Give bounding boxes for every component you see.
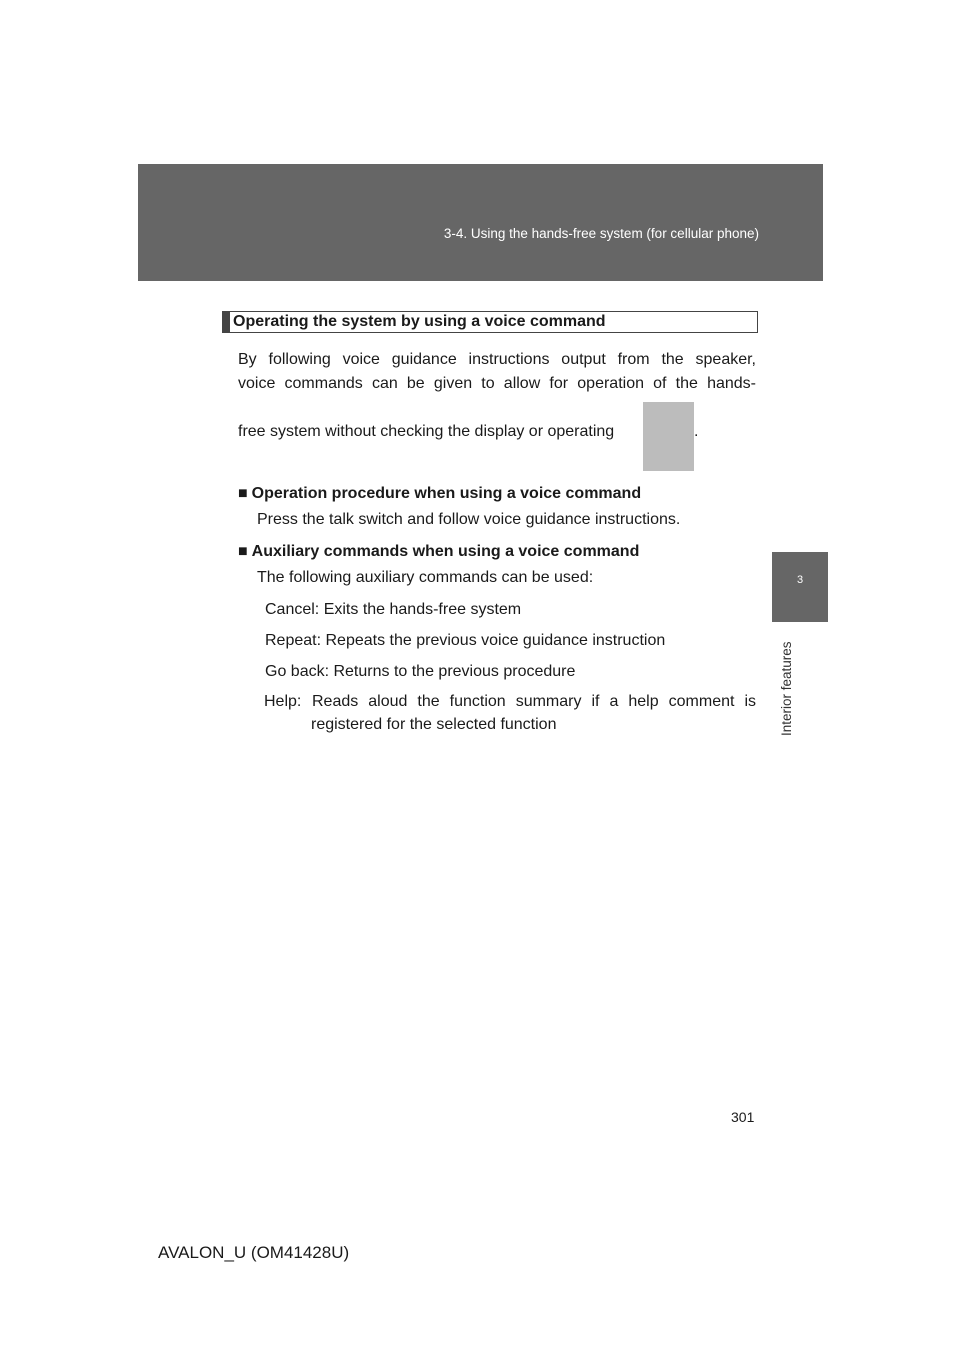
command-repeat: Repeat: Repeats the previous voice guidance instruction bbox=[265, 632, 666, 649]
intro-paragraph bbox=[238, 348, 756, 396]
intro-end: . bbox=[694, 423, 699, 440]
command-help bbox=[264, 693, 756, 711]
command-cancel: Cancel: Exits the hands-free system bbox=[265, 601, 522, 618]
auxiliary-heading bbox=[238, 543, 639, 561]
footer-model: AVALON_U (OM41428U) bbox=[158, 1243, 350, 1262]
page-number: 301 bbox=[731, 1109, 755, 1125]
talk-switch-button-image bbox=[643, 402, 694, 471]
help-label: Help: bbox=[264, 693, 302, 710]
procedure-heading bbox=[238, 485, 641, 503]
help-line-1: Reads aloud the function summary if a help comment is bbox=[312, 693, 756, 710]
header-band bbox=[138, 164, 823, 281]
bullet-square-icon: ■ bbox=[238, 543, 248, 560]
procedure-text: Press the talk switch and follow voice guidance instructions. bbox=[257, 511, 681, 528]
procedure-title: Operation procedure when using a voice command bbox=[251, 485, 642, 502]
help-line-2: registered for the selected function bbox=[311, 716, 557, 733]
section-title: Operating the system by using a voice command bbox=[222, 311, 758, 333]
chapter-number: 3 bbox=[796, 574, 804, 586]
intro-line-3: free system without checking the display or operating bbox=[238, 423, 615, 440]
intro-line-2: voice commands can be given to allow for operation of the hands- bbox=[238, 375, 756, 392]
command-go-back: Go back: Returns to the previous procedure bbox=[265, 663, 576, 680]
section-path: 3-4. Using the hands-free system (for cellular phone) bbox=[443, 226, 759, 241]
chapter-label: Interior features bbox=[779, 641, 794, 736]
chapter-tab bbox=[772, 552, 828, 622]
auxiliary-intro: The following auxiliary commands can be used: bbox=[257, 569, 594, 586]
bullet-square-icon: ■ bbox=[238, 485, 248, 502]
auxiliary-title: Auxiliary commands when using a voice command bbox=[251, 543, 640, 560]
intro-line-1: By following voice guidance instructions output from the speaker, bbox=[238, 351, 756, 368]
